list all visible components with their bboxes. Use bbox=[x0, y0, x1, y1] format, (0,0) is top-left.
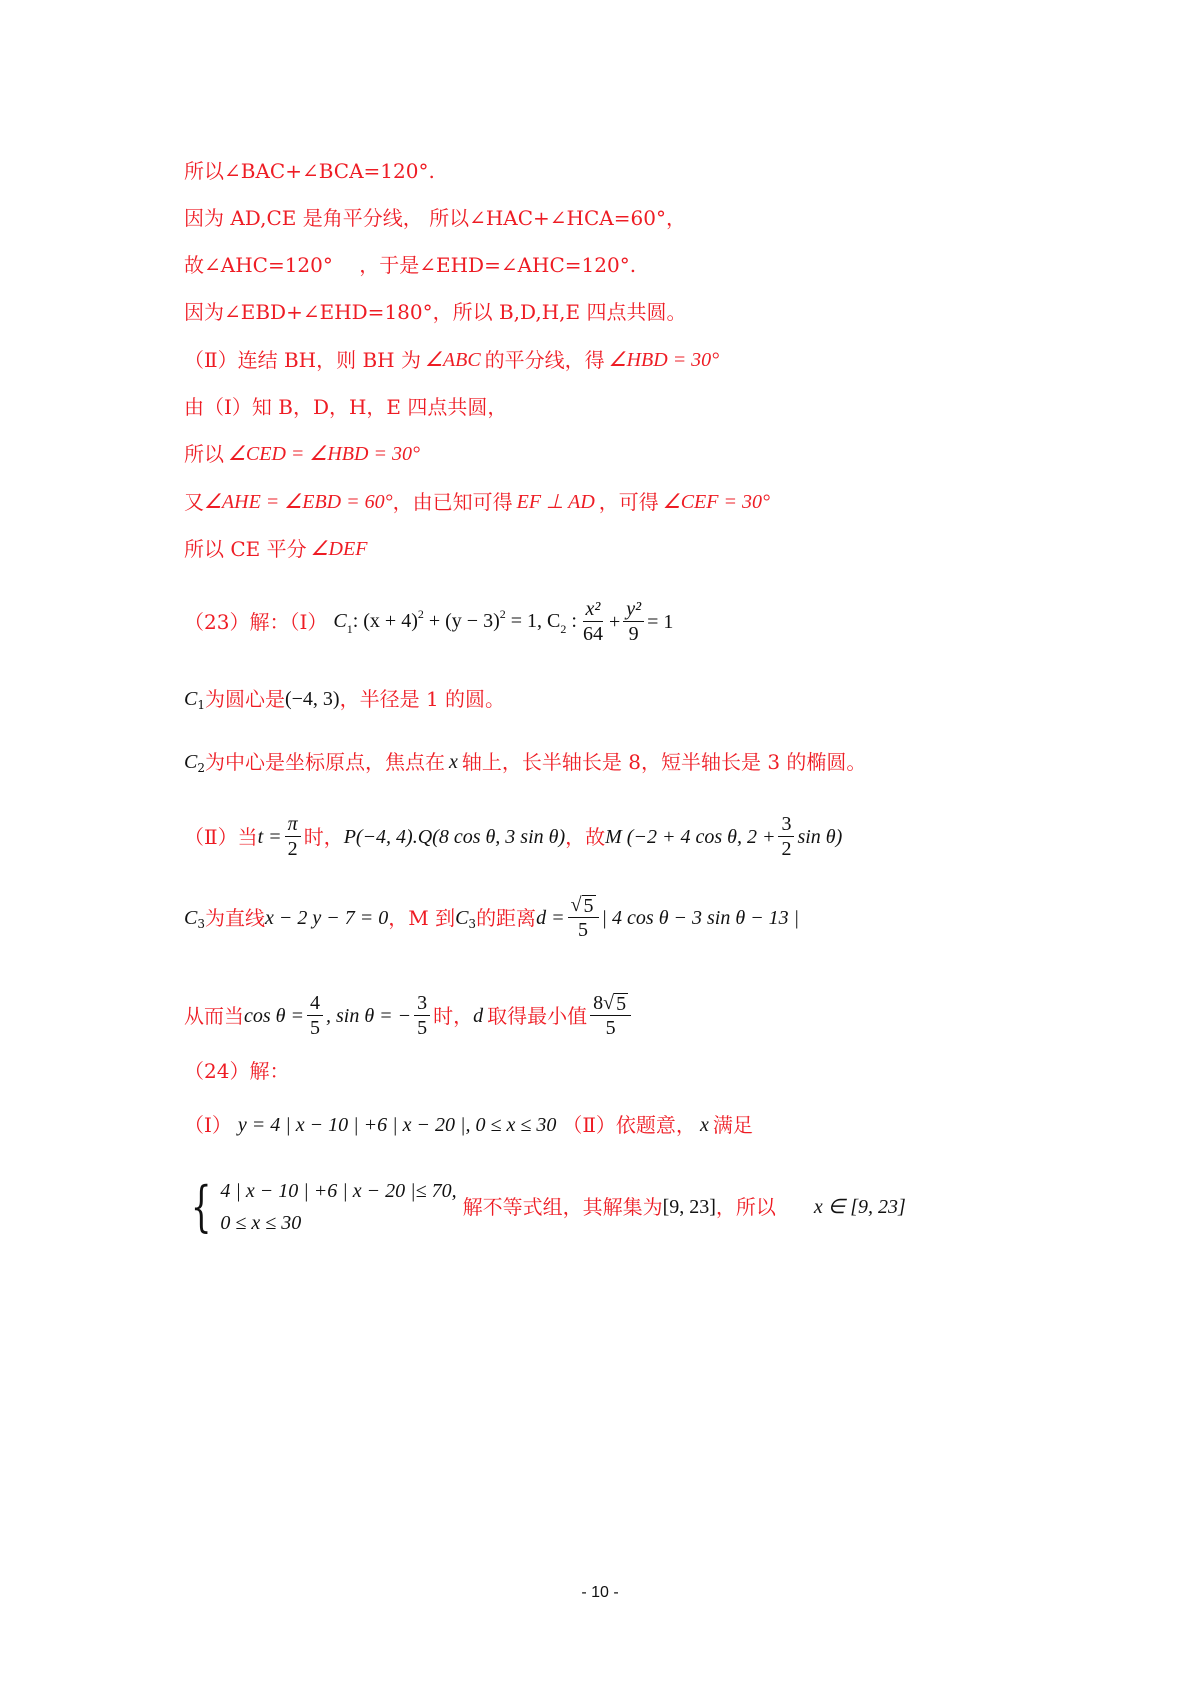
line-17: （Ⅰ） y = 4 | x − 10 | +6 | x − 20 |, 0 ≤ x ≤ 30 （Ⅱ）依题意， x 满足 bbox=[184, 1113, 753, 1137]
line-1: 所以∠BAC+∠BCA=120°. bbox=[184, 159, 435, 183]
fraction-8sqrt5-5: 8√ 5 5 bbox=[590, 992, 631, 1039]
line-11: C 1 为圆心是 (−4, 3) ，半径是 1 的圆。 bbox=[184, 687, 506, 712]
line-4: 因为∠EBD+∠EHD=180°，所以 B,D,H,E 四点共圆。 bbox=[184, 300, 687, 324]
fraction-sqrt5-5: √ 5 5 bbox=[568, 894, 599, 941]
fraction-x2-64: $\frac{\text{x²}}{64}$ bbox=[582, 598, 603, 645]
fraction-y2-9: $\frac{\text{y²}}{9}$ bbox=[623, 598, 644, 645]
line-12: C 2 为中心是坐标原点，焦点在 x 轴上，长半轴长是 8，短半轴长是 3 的椭圆。 bbox=[184, 750, 867, 775]
page-number: - 10 - bbox=[581, 1584, 619, 1601]
line-14: C 3 为直线 x − 2 y − 7 = 0 ，M 到 C 3 的距离 d = √ 5 5 | 4 cos θ − 3 sin θ − 13 | bbox=[184, 894, 800, 941]
fraction-4-5: $\frac{4}{5}$ bbox=[307, 992, 323, 1039]
line-5: （Ⅱ）连结 BH，则 BH 为 ∠ABC 的平分线，得 ∠HBD = 30° bbox=[184, 348, 720, 372]
line-9: 所以 CE 平分 ∠DEF bbox=[184, 537, 368, 561]
line-8: 又 ∠AHE = ∠EBD = 60° ，由已知可得 EF ⊥ AD ，可得 ∠CEF = 30° bbox=[184, 490, 770, 514]
left-brace: { bbox=[190, 1175, 212, 1238]
fraction-3-5: $\frac{3}{5}$ bbox=[414, 992, 430, 1039]
line-7: 所以 ∠CED = ∠HBD = 30° bbox=[184, 442, 420, 466]
line-10: （23）解：（Ⅰ） $C_1$: $(x + 4)^2 + (y - 3)^2 = 1$, $C_2$ : $\frac{\text{x²}}{64}$ + $\frac{\text{y²}}{9}$ = 1 bbox=[184, 598, 674, 645]
line-2: 因为 AD,CE 是角平分线， 所以∠HAC+∠HCA=60°， bbox=[184, 206, 686, 230]
line-6: 由（Ⅰ）知 B，D，H，E 四点共圆， bbox=[184, 395, 508, 419]
line-15: 从而当 cos θ = $\frac{4}{5}$ , sin θ = − $\frac{3}{5}$ 时， d 取得最小值 8√ 5 5 bbox=[184, 992, 634, 1039]
fraction-pi-2: $\frac{\pi}{2}$ bbox=[285, 813, 301, 860]
line-13: （Ⅱ）当 t = $\frac{\pi}{2}$ 时， P(−4, 4).Q(8 cos θ, 3 sin θ) ，故 M (−2 + 4 cos θ, 2 + $\frac{3}{2}$ sin θ) bbox=[184, 813, 843, 860]
inequality-system: 4 | x − 10 | +6 | x − 20 |≤ 70, 0 ≤ x ≤ 30 bbox=[220, 1180, 457, 1234]
fraction-3-2: $\frac{3}{2}$ bbox=[778, 813, 794, 860]
line-18-system: { 4 | x − 10 | +6 | x − 20 |≤ 70, 0 ≤ x ≤ 30 解不等式组，其解集为 [9, 23] ，所以 x ∈ [9, 23] bbox=[190, 1175, 906, 1238]
line-3: 故∠AHC=120° ，于是∠EHD=∠AHC=120°. bbox=[184, 253, 637, 277]
line-16: （24）解： bbox=[184, 1059, 290, 1083]
